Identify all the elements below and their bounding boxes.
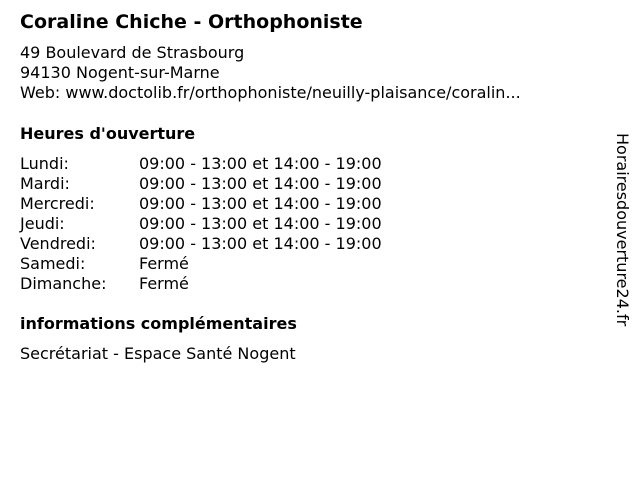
watermark-text: Horairesdouverture24.fr <box>613 133 632 327</box>
day-label: Dimanche: <box>20 274 107 293</box>
additional-info-text: Secrétariat - Espace Santé Nogent <box>20 344 296 363</box>
time-value: 09:00 - 13:00 et 14:00 - 19:00 <box>139 214 382 233</box>
time-value: Fermé <box>139 274 189 293</box>
day-label: Jeudi: <box>20 214 65 233</box>
day-label: Mercredi: <box>20 194 95 213</box>
hours-row-tuesday <box>20 174 382 194</box>
time-value: 09:00 - 13:00 et 14:00 - 19:00 <box>139 174 382 193</box>
hours-row-monday <box>20 154 382 174</box>
time-value: 09:00 - 13:00 et 14:00 - 19:00 <box>139 194 382 213</box>
additional-info-heading: informations complémentaires <box>20 314 297 333</box>
address-block <box>20 43 521 103</box>
opening-hours-table <box>20 154 382 294</box>
hours-row-sunday <box>20 274 382 294</box>
opening-hours-heading: Heures d'ouverture <box>20 124 196 143</box>
time-value: Fermé <box>139 254 189 273</box>
hours-row-saturday <box>20 254 382 274</box>
time-value: 09:00 - 13:00 et 14:00 - 19:00 <box>139 154 382 173</box>
hours-row-friday <box>20 234 382 254</box>
city-address: 94130 Nogent-sur-Marne <box>20 63 220 82</box>
hours-row-thursday <box>20 214 382 234</box>
time-value: 09:00 - 13:00 et 14:00 - 19:00 <box>139 234 382 253</box>
website-link[interactable]: Web: www.doctolib.fr/orthophoniste/neuilly-plaisance/coralin... <box>20 83 521 102</box>
day-label: Mardi: <box>20 174 70 193</box>
day-label: Vendredi: <box>20 234 96 253</box>
page-title: Coraline Chiche - Orthophoniste <box>20 11 363 33</box>
hours-row-wednesday <box>20 194 382 214</box>
street-address: 49 Boulevard de Strasbourg <box>20 43 245 62</box>
day-label: Lundi: <box>20 154 69 173</box>
day-label: Samedi: <box>20 254 86 273</box>
